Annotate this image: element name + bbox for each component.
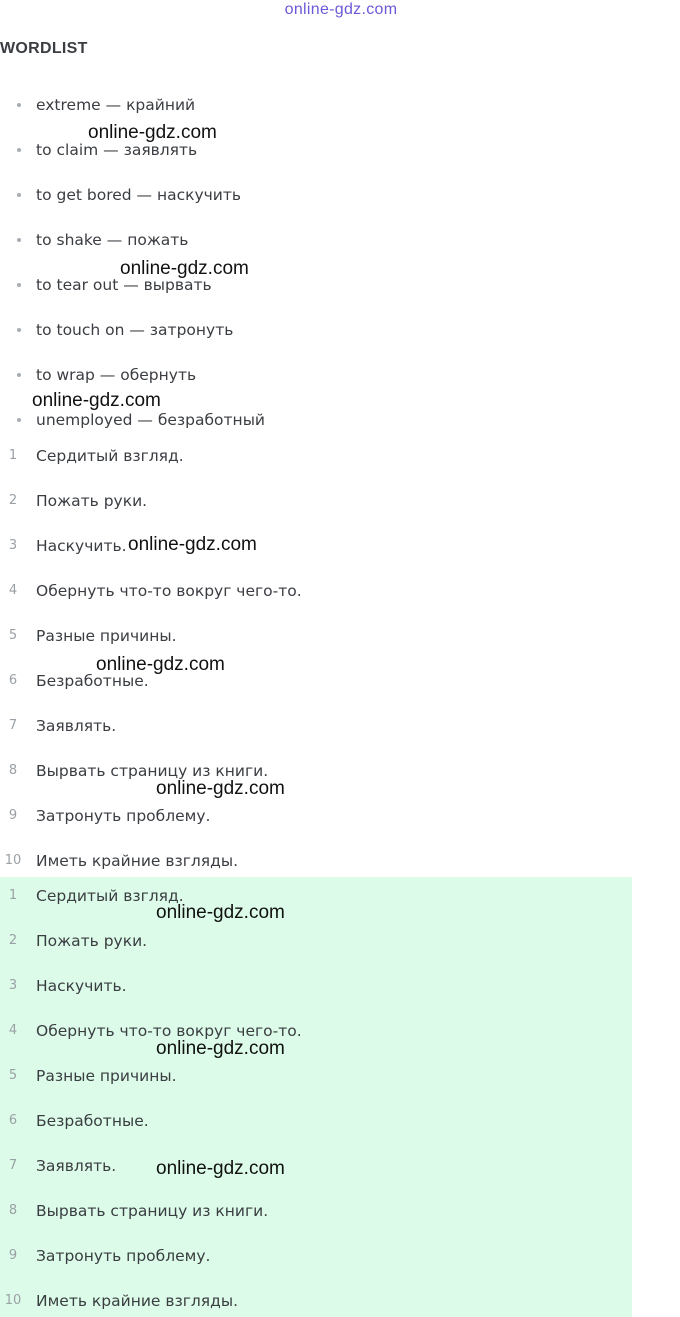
task-text: Разные причины. bbox=[36, 627, 177, 645]
watermark: online-gdz.com bbox=[120, 258, 249, 279]
bullet-icon bbox=[17, 328, 21, 332]
answer-number: 4 bbox=[8, 1023, 18, 1038]
answer-text: Иметь крайние взгляды. bbox=[36, 1292, 238, 1310]
watermark: online-gdz.com bbox=[128, 534, 257, 555]
wordlist-item-text: to shake — пожать bbox=[36, 231, 189, 249]
watermark: online-gdz.com bbox=[156, 1158, 285, 1179]
task-number: 7 bbox=[8, 718, 18, 733]
answer-text: Пожать руки. bbox=[36, 932, 148, 950]
answer-number: 7 bbox=[8, 1158, 18, 1173]
watermark: online-gdz.com bbox=[156, 778, 285, 799]
answer-number: 1 bbox=[8, 888, 18, 903]
watermark: online-gdz.com bbox=[156, 902, 285, 923]
bullet-icon bbox=[17, 148, 21, 152]
watermark: online-gdz.com bbox=[156, 1038, 285, 1059]
wordlist-item-text: extreme — крайний bbox=[36, 96, 196, 114]
task-text: Иметь крайние взгляды. bbox=[36, 852, 238, 870]
answer-text: Заявлять. bbox=[36, 1157, 117, 1175]
bullet-icon bbox=[17, 238, 21, 242]
answer-number: 5 bbox=[8, 1068, 18, 1083]
answer-text: Затронуть проблему. bbox=[36, 1247, 211, 1265]
task-number: 6 bbox=[8, 673, 18, 688]
task-text: Сердитый взгляд. bbox=[36, 447, 184, 465]
answer-number: 3 bbox=[8, 978, 18, 993]
task-text: Обернуть что-то вокруг чего-то. bbox=[36, 582, 302, 600]
task-number: 5 bbox=[8, 628, 18, 643]
answer-text: Обернуть что-то вокруг чего-то. bbox=[36, 1022, 302, 1040]
task-number: 9 bbox=[8, 808, 18, 823]
answer-number: 2 bbox=[8, 933, 18, 948]
answer-number: 10 bbox=[4, 1293, 22, 1308]
task-number: 1 bbox=[8, 448, 18, 463]
answer-number: 6 bbox=[8, 1113, 18, 1128]
wordlist-item-text: to tear out — вырвать bbox=[36, 276, 212, 294]
wordlist-item-text: to wrap — обернуть bbox=[36, 366, 197, 384]
task-number: 3 bbox=[8, 538, 18, 553]
task-text: Затронуть проблему. bbox=[36, 807, 211, 825]
answer-number: 8 bbox=[8, 1203, 18, 1218]
task-number: 4 bbox=[8, 583, 18, 598]
answer-text: Безработные. bbox=[36, 1112, 149, 1130]
task-text: Наскучить. bbox=[36, 537, 127, 555]
bullet-icon bbox=[17, 283, 21, 287]
bullet-icon bbox=[17, 373, 21, 377]
task-text: Вырвать страницу из книги. bbox=[36, 762, 269, 780]
task-number: 10 bbox=[4, 853, 22, 868]
task-number: 2 bbox=[8, 493, 18, 508]
task-text: Заявлять. bbox=[36, 717, 117, 735]
site-watermark-top: online-gdz.com bbox=[284, 1, 398, 18]
answer-text: Наскучить. bbox=[36, 977, 127, 995]
watermark: online-gdz.com bbox=[32, 390, 161, 411]
task-text: Безработные. bbox=[36, 672, 149, 690]
answer-text: Вырвать страницу из книги. bbox=[36, 1202, 269, 1220]
wordlist-item-text: unemployed — безработный bbox=[36, 411, 266, 429]
watermark: online-gdz.com bbox=[96, 654, 225, 675]
answer-text: Разные причины. bbox=[36, 1067, 177, 1085]
wordlist-item-text: to claim — заявлять bbox=[36, 141, 198, 159]
answer-number: 9 bbox=[8, 1248, 18, 1263]
task-text: Пожать руки. bbox=[36, 492, 148, 510]
bullet-icon bbox=[17, 193, 21, 197]
bullet-icon bbox=[17, 103, 21, 107]
task-number: 8 bbox=[8, 763, 18, 778]
wordlist-item-text: to touch on — затронуть bbox=[36, 321, 234, 339]
answer-text: Сердитый взгляд. bbox=[36, 887, 184, 905]
bullet-icon bbox=[17, 418, 21, 422]
wordlist-heading: WORDLIST bbox=[0, 40, 88, 57]
wordlist-item-text: to get bored — наскучить bbox=[36, 186, 242, 204]
watermark: online-gdz.com bbox=[88, 122, 217, 143]
